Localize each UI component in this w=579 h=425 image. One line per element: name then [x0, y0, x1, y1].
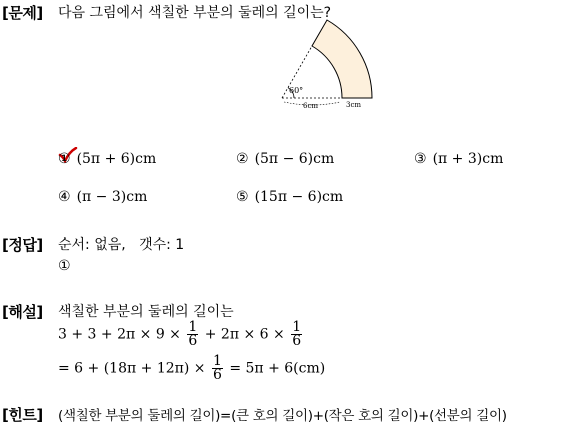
option-text: (5π − 6)cm — [254, 151, 335, 167]
option-5[interactable] — [236, 189, 343, 205]
answer-choice: ① — [58, 258, 71, 274]
explanation-line-2 — [58, 321, 304, 348]
fraction-denominator: 6 — [212, 367, 222, 383]
fraction — [187, 321, 198, 348]
option-number: ⑤ — [236, 189, 249, 205]
inner-radius-label: 6cm — [303, 102, 319, 110]
explanation-line-1: 색칠한 부분의 둘레의 길이는 — [58, 304, 234, 320]
angle-label: 60° — [289, 86, 304, 95]
problem-label: [문제] — [2, 4, 43, 22]
expr-part: + 2π × 6 × — [204, 326, 285, 343]
option-2[interactable] — [236, 151, 334, 167]
band-width-label: 3cm — [346, 101, 362, 109]
expr-part: = 5π + 6(cm) — [229, 360, 326, 377]
option-number: ④ — [58, 189, 71, 205]
sector-figure — [270, 14, 380, 110]
fraction-denominator: 6 — [292, 333, 302, 349]
fraction — [212, 355, 223, 382]
fraction-numerator: 1 — [188, 319, 198, 335]
fraction — [291, 321, 302, 348]
option-4[interactable] — [58, 189, 147, 205]
answer-label: [정답] — [2, 236, 43, 254]
hint-text: (색칠한 부분의 둘레의 길이)=(큰 호의 길이)+(작은 호의 길이)+(선분의 길이) — [58, 408, 507, 424]
expr-part: = 6 + (18π + 12π) × — [58, 360, 206, 377]
problem-question: 다음 그림에서 색칠한 부분의 둘레의 길이는? — [58, 5, 332, 21]
option-1[interactable] — [58, 151, 156, 167]
fraction-denominator: 6 — [188, 333, 198, 349]
option-number: ③ — [414, 151, 427, 167]
fraction-numerator: 1 — [292, 319, 302, 335]
option-3[interactable] — [414, 151, 503, 167]
option-number: ② — [236, 151, 249, 167]
expr-part: 3 + 3 + 2π × 9 × — [58, 326, 181, 343]
explanation-line-3 — [58, 355, 325, 382]
option-text: (π + 3)cm — [432, 151, 504, 167]
shaded-band — [312, 20, 372, 98]
option-text: (5π + 6)cm — [76, 151, 157, 167]
option-text: (15π − 6)cm — [254, 189, 344, 205]
fraction-numerator: 1 — [212, 353, 222, 369]
explanation-label: [해설] — [2, 303, 43, 321]
answer-line: 순서: 없음, 갯수: 1 — [58, 237, 185, 253]
hint-label: [힌트] — [2, 406, 43, 424]
option-number: ① — [58, 151, 71, 167]
option-text: (π − 3)cm — [76, 189, 148, 205]
